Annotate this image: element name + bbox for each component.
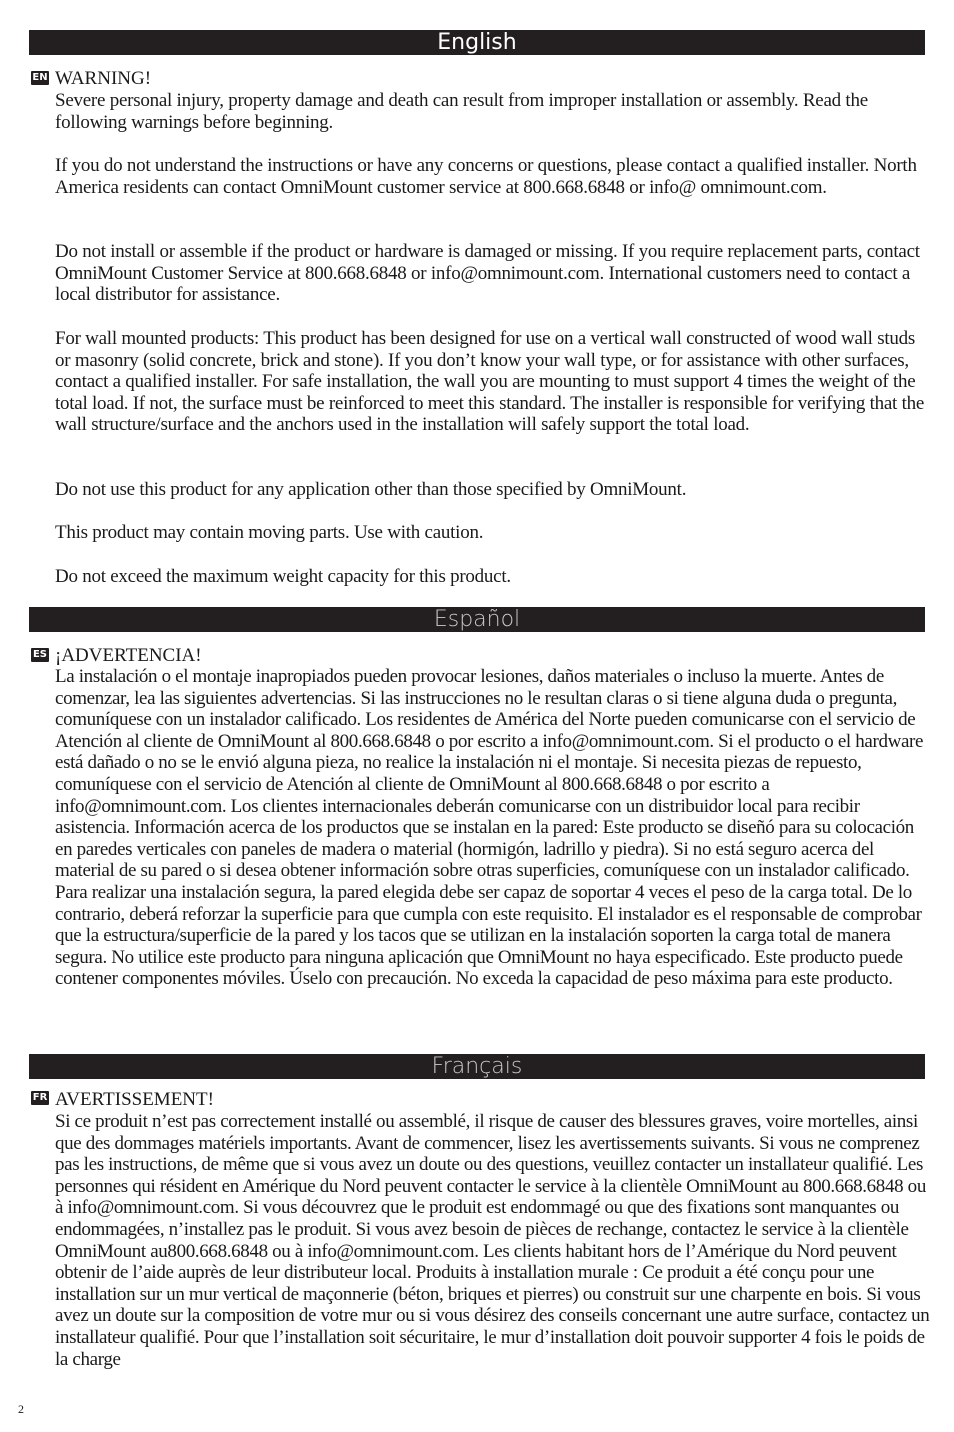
- en-paragraph-5: Do not use this product for any application other than those specified by OmniMount.: [55, 479, 687, 500]
- en-paragraph-1: Severe personal injury, property damage and death can result from improper installation or assembly. Read the following warnings before beginning.: [55, 90, 868, 133]
- language-badge-fr: FR: [32, 1092, 48, 1103]
- fr-body: Si ce produit n’est pas correctement installé ou assemblé, il risque de causer des blessures graves, voire mortelles, ainsi que des dommages matériels importants. Avant de commencer, lisez les avertissements suivants. Si vous ne comprenez pas les instructions, de même que si vous avez un doute ou des questions, veuillez contacter un installateur qualifié. Les personnes qui résident en Amérique du Nord peuvent contacter le service à la clientèle OmniMount au 800.668.6848 ou à info@omnimount.com. Si vous découvrez que le produit est endommagé ou que des fixations sont manquantes ou endommagées, n’installez pas le produit. Si vous avez besoin de pièces de rechange, contactez le service à la clientèle OmniMount au800.668.6848 ou à info@omnimount.com. Les clients habitant hors de l’Amérique du Nord peuvent obtenir de l’aide auprès de leur distributeur local. Produits à installation murale : Ce produit a été conçu pour une installation sur un mur vertical de maçonnerie (béton, briques et pierres) ou construit sur une charpente en bois. Si vous avez un doute sur la composition de votre mur ou si vous désirez des conseils concernant une autre surface, contactez un installateur qualifié. Pour que l’installation soit sécuritaire, le mur d’installation doit pouvoir supporter 4 fois le poids de la charge: [55, 1111, 930, 1370]
- en-paragraph-3: Do not install or assemble if the product or hardware is damaged or missing. If you require replacement parts, contact OmniMount Customer Service at 800.668.6848 or info@omnimount.com. International customers need to contact a local distributor for assistance.: [55, 241, 920, 306]
- en-paragraph-4: For wall mounted products: This product has been designed for use on a vertical wall constructed of wood wall studs or masonry (solid concrete, brick and stone). If you don’t know your wall type, or for assistance with other surfaces, contact a qualified installer. For safe installation, the wall you are mounting to must support 4 times the weight of the total load. If not, the surface must be reinforced to meet this standard. The installer is responsible for verifying that the wall structure/surface and the anchors used in the installation will safely support the total load.: [55, 328, 925, 436]
- en-paragraph-2: If you do not understand the instructions or have any concerns or questions, please contact a qualified installer. North America residents can contact OmniMount customer service at 800.668.6848 or info@ omnimount.com.: [55, 155, 917, 198]
- en-paragraph-7: Do not exceed the maximum weight capacity for this product.: [55, 566, 511, 587]
- section-header-english: English: [29, 30, 925, 55]
- warning-heading-en: WARNING!: [55, 68, 152, 89]
- section-header-espanol: Español: [29, 607, 925, 632]
- language-badge-en: EN: [32, 72, 48, 83]
- warning-heading-fr: AVERTISSEMENT!: [55, 1089, 214, 1110]
- en-paragraph-6: This product may contain moving parts. Use with caution.: [55, 522, 484, 543]
- es-body: La instalación o el montaje inapropiados pueden provocar lesiones, daños materiales o incluso la muerte. Antes de comenzar, lea las siguientes advertencias. Si las instrucciones no le resultan claras o si tiene alguna duda o pregunta, comuníquese con un instalador calificado. Los residentes de América del Norte pueden comunicarse con el servicio de Atención al cliente de OmniMount al 800.668.6848 o por escrito a info@omnimount.com. Si el producto o el hardware está dañado o no se le envió alguna pieza, no realice la instalación ni el montaje. Si necesita piezas de repuesto, comuníquese con el servicio de Atención al cliente de OmniMount al 800.668.6848 o por escrito a info@omnimount.com. Los clientes internacionales deberán comunicarse con un distribuidor local para recibir asistencia. Información acerca de los productos que se instalan en la pared: Este producto se diseñó para su colocación en paredes verticales con paneles de madera o material (hormigón, ladrillo y piedra). Si no está seguro acerca del material de su pared o si desea obtener información sobre otras superficies, comuníquese con un instalador calificado. Para realizar una instalación segura, la pared elegida debe ser capaz de soportar 4 veces el peso de la carga total. De lo contrario, deberá reforzar la superficie para que cumpla con este requisito. El instalador es el responsable de comprobar que la estructura/superficie de la pared y los tacos que se utilizan en la instalación soporten la carga total de manera segura. No utilice este producto para ninguna aplicación que OmniMount no haya especificado. Este producto puede contener componentes móviles. Úselo con precaución. No exceda la capacidad de peso máxima para este producto.: [55, 666, 924, 990]
- warning-heading-es: ¡ADVERTENCIA!: [55, 645, 202, 666]
- page-number: 2: [18, 1402, 24, 1416]
- section-header-francais: Français: [29, 1054, 925, 1079]
- language-badge-es: ES: [32, 649, 48, 660]
